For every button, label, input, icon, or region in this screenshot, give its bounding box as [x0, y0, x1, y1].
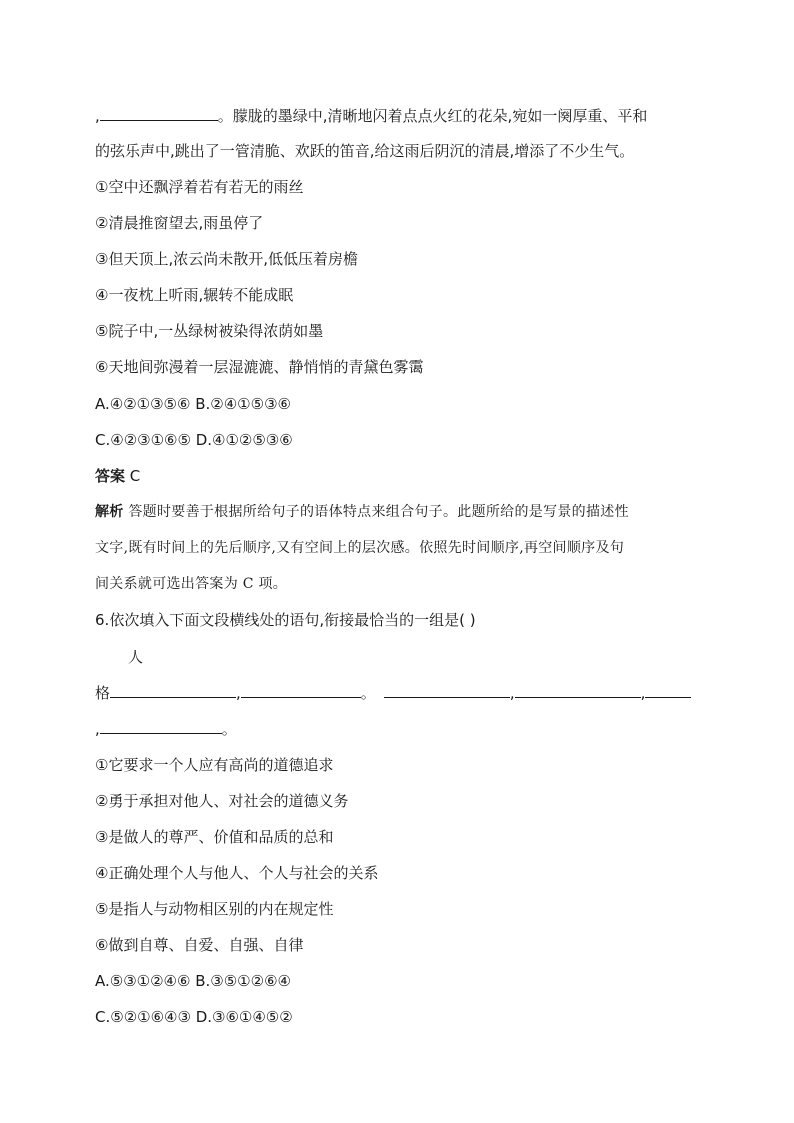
question-6-stem	[95, 610, 476, 630]
separator: 。	[221, 720, 237, 738]
separator: ,	[640, 684, 646, 702]
q6-choices-row-1: A.⑤③①②④⑥ B.③⑤①②⑥④	[95, 972, 291, 990]
answer-label: 答案	[95, 467, 126, 485]
explanation-line-1	[95, 502, 629, 522]
q6-option-6: ⑥做到自尊、自爱、自强、自律	[95, 936, 304, 954]
answer-blank	[515, 683, 641, 698]
answer-blank	[110, 683, 236, 698]
q6-passage-start: 人	[128, 648, 144, 666]
option-6: ⑥天地间弥漫着一层湿漉漉、静悄悄的青黛色雾霭	[95, 358, 424, 376]
q6-option-1: ①它要求一个人应有高尚的道德追求	[95, 756, 334, 774]
choices-row-2: C.④②③①⑥⑤ D.④①②⑤③⑥	[95, 431, 293, 449]
explanation-text: 答题时要善于根据所给句子的语体特点来组合句子。此题所给的是写景的描述性	[128, 504, 629, 520]
option-5: ⑤院子中,一丛绿树被染得浓荫如墨	[95, 322, 324, 340]
q6-passage-line-2	[95, 719, 237, 739]
q6-choices-row-2: C.⑤②①⑥④③ D.③⑥①④⑤②	[95, 1008, 293, 1026]
option-4: ④一夜枕上听雨,辗转不能成眠	[95, 286, 294, 304]
q6-option-2: ②勇于承担对他人、对社会的道德义务	[95, 792, 349, 810]
answer-blank	[100, 719, 222, 734]
separator: ,	[509, 684, 515, 702]
answer-line	[95, 466, 140, 486]
separator: ,	[236, 684, 241, 702]
explanation-label: 解析	[95, 504, 124, 520]
option-2: ②清晨推窗望去,雨虽停了	[95, 214, 264, 232]
q6-option-5: ⑤是指人与动物相区别的内在规定性	[95, 900, 334, 918]
choices-row-1: A.④②①③⑤⑥ B.②④①⑤③⑥	[95, 395, 291, 413]
option-3: ③但天顶上,浓云尚未散开,低低压着房檐	[95, 250, 358, 268]
answer-blank	[645, 683, 691, 698]
q6-option-3: ③是做人的尊严、价值和品质的总和	[95, 828, 334, 846]
leading-comma: ,	[95, 107, 100, 125]
passage-line-2: 的弦乐声中,跳出了一管清脆、欢跃的笛音,给这雨后阴沉的清晨,增添了不少生气。	[95, 142, 635, 160]
option-1: ①空中还飘浮着若有若无的雨丝	[95, 178, 304, 196]
passage-text: 。朦胧的墨绿中,清晰地闪着点点火红的花朵,宛如一阕厚重、平和	[217, 107, 648, 125]
answer-blank	[384, 683, 510, 698]
separator: ,	[95, 720, 100, 738]
explanation-line-2: 文字,既有时间上的先后顺序,又有空间上的层次感。依照先时间顺序,再空间顺序及句	[95, 540, 625, 556]
q6-passage-line-1	[95, 683, 691, 703]
answer-value: C	[129, 467, 141, 485]
separator: 。	[360, 684, 376, 702]
q6-option-4: ④正确处理个人与他人、个人与社会的关系	[95, 864, 379, 882]
answer-blank	[100, 106, 218, 121]
answer-blank	[241, 683, 361, 698]
question-text: 依次填入下面文段横线处的语句,衔接最恰当的一组是( )	[109, 611, 476, 629]
explanation-line-3: 间关系就可选出答案为 C 项。	[95, 576, 288, 592]
passage-line-1	[95, 106, 647, 126]
question-number: 6.	[95, 611, 110, 629]
passage-char: 格	[95, 684, 111, 702]
